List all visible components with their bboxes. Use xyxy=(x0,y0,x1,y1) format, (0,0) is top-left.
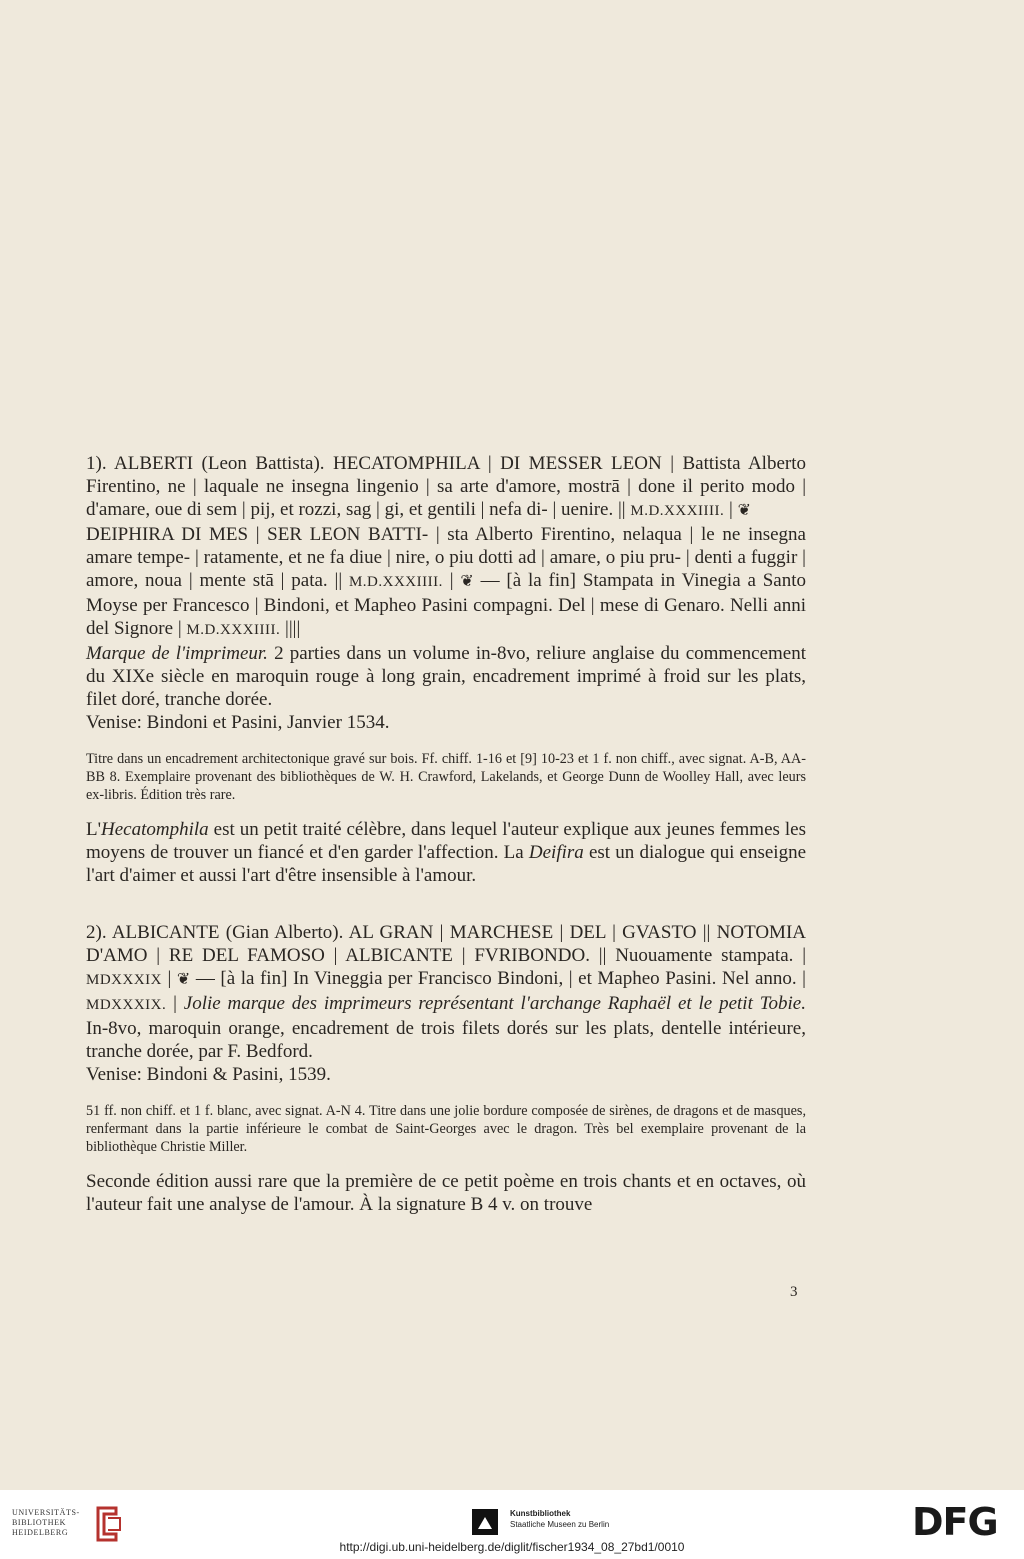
entry-1-comment xyxy=(86,818,806,887)
entry-1-sep-3: |||| xyxy=(280,618,301,639)
entry-2-colophon: — [à la fin] In Vineggia per Francisco Bindoni, | et Mapheo Pasini. Nel anno. | xyxy=(190,968,806,989)
ub-line-3: HEIDELBERG xyxy=(12,1528,69,1537)
entry-1-title: 1). ALBERTI (Leon Battista). HECATOMPHILA | DI MESSER LEON | Battista Alberto Firentino, ne | laquale ne insegna lingenio | sa arte d'amore, mostrā | done il perito modo | d'amare, oue di sem | pij, et rozzi, sag | gi, et gentili | nefa di- | uenire. || xyxy=(86,453,806,520)
ub-heidelberg-label xyxy=(12,1508,80,1538)
entry-2-date-1: MDXXXIX xyxy=(86,972,162,988)
kb-line-2: Staatliche Museen zu Berlin xyxy=(510,1520,610,1529)
permalink-url[interactable]: http://digi.ub.uni-heidelberg.de/diglit/fischer1934_08_27bd1/0010 xyxy=(339,1540,685,1554)
entry-2 xyxy=(86,921,806,1086)
page-number: 3 xyxy=(790,1284,798,1300)
comment-1-c: est un dialogue qui enseigne l'art d'aimer et aussi l'art d'être insensible à l'amour. xyxy=(86,842,806,886)
entry-1-colophon: — [à la fin] Stampata in Vinegia a Santo Moyse per Francesco | Bindoni, et Mapheo Pasini compagni. Del | mese di Genaro. Nelli anni del Signore | xyxy=(86,570,806,639)
kb-line-1: Kunstbibliothek xyxy=(510,1509,571,1518)
ub-heidelberg-logo-icon xyxy=(90,1504,124,1544)
fleuron-icon: ❦ xyxy=(176,971,191,988)
ub-line-2: BIBLIOTHEK xyxy=(12,1518,66,1527)
entry-2-note: 51 ff. non chiff. et 1 f. blanc, avec signat. A-N 4. Titre dans une jolie bordure composée de sirènes, de dragons et de masques, renfermant dans la partie inférieure le combat de Saint-Georges avec le dragon. Très bel exemplaire provenant de la bibliothèque Christie Miller. xyxy=(86,1103,806,1155)
entry-2-comment: Seconde édition aussi rare que la première de ce petit poème en trois chants et en octaves, où l'auteur fait une analyse de l'amour. À la signature B 4 v. on trouve xyxy=(86,1171,806,1215)
entry-2-date-2: MDXXXIX. xyxy=(86,997,167,1013)
entry-1 xyxy=(86,452,806,734)
entry-2-mark: Jolie marque des imprimeurs représentant l'archange Raphaël et le petit Tobie. xyxy=(183,993,806,1014)
entry-1-date-3: M.D.XXXIIII. xyxy=(186,622,281,638)
entry-1-part-2: DEIPHIRA DI MES | SER LEON BATTI- | sta Alberto Firentino, nelaqua | le ne insegna amare tempe- | ratamente, et ne fa diue | nire, o piu dotti ad | amare, o piu pru- | denti a fuggir | amore, noua | mente stā | pata. || xyxy=(86,524,806,591)
entry-1-description: 2 parties dans un volume in-8vo, reliure anglaise du commencement du XIXe siècle en maroquin rouge à long grain, encadrement imprimé à froid sur les plats, filet doré, tranche dorée. xyxy=(86,643,806,710)
dfg-logo: DFG xyxy=(912,1500,998,1544)
fleuron-icon: ❦ xyxy=(460,573,474,590)
fleuron-icon: ❦ xyxy=(737,502,751,519)
ub-line-1: UNIVERSITÄTS- xyxy=(12,1508,80,1517)
entry-2-description: In-8vo, maroquin orange, encadrement de trois filets dorés sur les plats, dentelle intérieure, tranche dorée, par F. Bedford. xyxy=(86,1018,806,1062)
comment-1-b: est un petit traité célèbre, dans lequel l'auteur explique aux jeunes femmes les moyens de trouver un fiancé et d'en garder l'affection. La xyxy=(86,819,806,863)
kunstbibliothek-logo-icon xyxy=(470,1507,500,1537)
entry-2-sep-2: | xyxy=(166,993,184,1014)
entry-2-body xyxy=(86,921,806,1086)
entry-1-body xyxy=(86,452,806,734)
entry-1-note: Titre dans un encadrement architectonique gravé sur bois. Ff. chiff. 1-16 et [9] 10-23 et 1 f. non chiff., avec signat. A-B, AA-BB 8. Exemplaire provenant des bibliothèques de W. H. Crawford, Lakelands, et George Dunn de Woolley Hall, avec leurs ex-libris. Édition très rare. xyxy=(86,751,806,803)
comment-1-title: Hecatomphila xyxy=(101,819,209,840)
comment-1-title-2: Deifira xyxy=(528,842,584,863)
entry-1-date-2: M.D.XXXIIII. xyxy=(348,574,443,590)
footer-bar xyxy=(0,1490,1024,1559)
entry-2-sep-1: | xyxy=(162,968,177,989)
comment-1-a: L' xyxy=(86,819,102,840)
entry-1-sep-2: | xyxy=(442,570,461,591)
entry-1-mark: Marque de l'imprimeur. xyxy=(86,643,268,664)
entry-2-title: 2). ALBICANTE (Gian Alberto). AL GRAN | MARCHESE | DEL | GVASTO || NOTOMIA D'AMO | RE DEL FAMOSO | ALBICANTE | FVRIBONDO. || Nuouamente stampata. | xyxy=(86,922,806,966)
entry-2-imprint: Venise: Bindoni & Pasini, 1539. xyxy=(86,1064,331,1085)
entry-1-imprint: Venise: Bindoni et Pasini, Janvier 1534. xyxy=(86,712,390,733)
catalogue-text xyxy=(86,452,806,1250)
entry-1-sep-1: | xyxy=(729,499,738,520)
kunstbibliothek-label xyxy=(510,1508,609,1530)
entry-1-date-1: M.D.XXXIIII. xyxy=(630,503,725,519)
